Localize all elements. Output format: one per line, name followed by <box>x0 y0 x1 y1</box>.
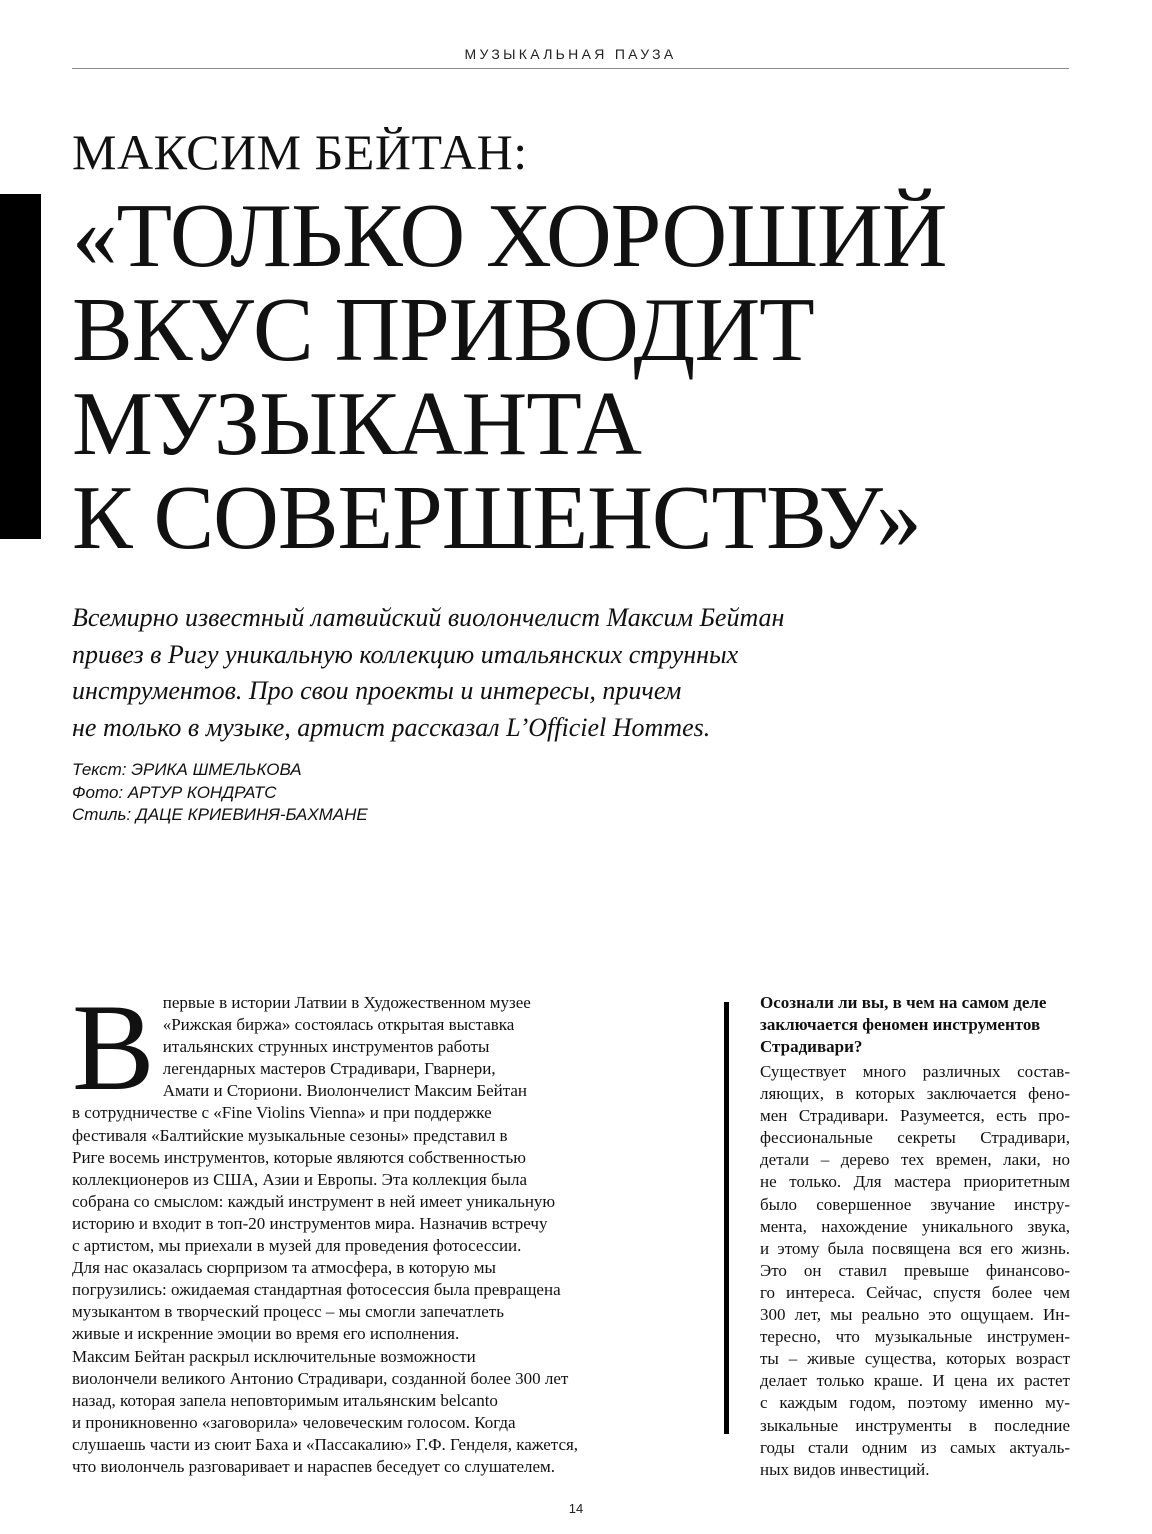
body-line: и проникновенно «заговорила» человеческим голосом. Когда <box>72 1412 516 1432</box>
answer-line: Существует много различных состав- <box>760 1062 1070 1081</box>
article-body <box>72 979 632 1478</box>
answer-line: детали – дерево тех времен, лаки, но <box>760 1150 1070 1170</box>
credit-photo: Фото: АРТУР КОНДРАТС <box>72 782 277 802</box>
body-line: «Рижская биржа» состоялась открытая выставка <box>162 1015 515 1035</box>
interview-side-rule <box>724 1002 729 1434</box>
body-line: коллекционеров из США, Азии и Европы. Эта коллекция была <box>72 1169 528 1189</box>
headline-line: ВКУС ПРИВОДИТ <box>72 279 814 380</box>
answer-line: зыкальные инструменты в последние <box>760 1415 1070 1435</box>
body-line: фестиваля «Балтийские музыкальные сезоны» представил в <box>72 1125 508 1145</box>
page-number: 14 <box>568 1501 584 1516</box>
interview-answer <box>760 1061 1070 1481</box>
body-line: Максим Бейтан раскрыл исключительные возможности <box>72 1346 476 1366</box>
lead-line: привез в Ригу уникальную коллекцию итальянских струнных <box>72 639 739 669</box>
body-line: историю и входит в топ-20 инструментов мира. Назначив встречу <box>72 1213 548 1233</box>
body-line: виолончели великого Антонио Страдивари, созданной более 300 лет <box>72 1368 569 1388</box>
drop-cap: В <box>72 979 155 1116</box>
section-label: МУЗЫКАЛЬНАЯ ПАУЗА <box>464 46 677 62</box>
headline <box>72 185 947 568</box>
question-line: заключается феномен инструментов <box>760 1015 1041 1034</box>
answer-line: 300 лет, мы реально это ощущаем. Ин- <box>760 1305 1070 1325</box>
answer-line: ляющих, в которых заключается фено- <box>760 1084 1070 1104</box>
body-line: музыкантом в творческий процесс – мы смогли запечатлеть <box>72 1302 504 1322</box>
credits <box>72 759 368 827</box>
side-accent-bar <box>0 194 41 539</box>
headline-line: «ТОЛЬКО ХОРОШИЙ <box>72 185 947 286</box>
answer-line: делает только краше. И цена их растет <box>760 1371 1070 1391</box>
question-line: Осознали ли вы, в чем на самом деле <box>760 993 1047 1012</box>
body-line: слушаешь части из сюит Баха и «Пассакалию» Г.Ф. Генделя, кажется, <box>72 1434 579 1454</box>
lead-paragraph <box>72 600 952 746</box>
body-line: погрузились: ожидаемая стандартная фотосессия была превращена <box>72 1280 561 1300</box>
answer-line: с каждым годом, поэтому именно му- <box>760 1393 1070 1413</box>
body-line: собрана со смыслом: каждый инструмент в ней имеет уникальную <box>72 1191 556 1211</box>
lead-line: Всемирно известный латвийский виолончелист Максим Бейтан <box>72 603 785 632</box>
answer-line: мен Страдивари. Разумеется, есть про- <box>760 1106 1070 1126</box>
headline-line: МУЗЫКАНТА <box>72 373 641 474</box>
headline-line: К СОВЕРШЕНСТВУ» <box>72 467 921 568</box>
body-line: итальянских струнных инструментов работы <box>162 1037 490 1057</box>
body-line: Риге восемь инструментов, которые являются собственностью <box>72 1147 526 1167</box>
body-line: живые и искренние эмоции во время его исполнения. <box>72 1324 460 1344</box>
answer-line: мента, нахождение уникального звука, <box>760 1216 1070 1236</box>
answer-line: го интереса. Сейчас, спустя более чем <box>760 1282 1070 1302</box>
body-line: что виолончель разговаривает и нараспев беседует со слушателем. <box>72 1456 556 1476</box>
header-divider <box>72 68 1069 69</box>
answer-line: ных видов инвестиций. <box>760 1459 930 1479</box>
body-line: легендарных мастеров Страдивари, Гварнери, <box>162 1059 496 1079</box>
lead-line: не только в музыке, артист рассказал L’Officiel Hommes. <box>72 712 711 742</box>
answer-line: не только. Для мастера приоритетным <box>760 1172 1070 1192</box>
answer-line: фессиональные секреты Страдивари, <box>760 1128 1070 1148</box>
credit-style: Стиль: ДАЦЕ КРИЕВИНЯ-БАХМАНЕ <box>72 805 368 824</box>
body-line: Амати и Сториони. Виолончелист Максим Бейтан <box>162 1081 528 1101</box>
body-line: в сотрудничестве с «Fine Violins Vienna» и при поддержке <box>72 1103 492 1123</box>
answer-line: ты – живые существа, которых возраст <box>760 1349 1070 1369</box>
interview-question <box>760 992 1070 1058</box>
answer-line: было совершенное звучание инстру- <box>760 1194 1070 1214</box>
answer-line: Это он ставил превыше финансово- <box>760 1260 1070 1280</box>
body-line: назад, которая запела неповторимым итальянским belcanto <box>72 1390 498 1410</box>
question-line: Страдивари? <box>760 1037 863 1056</box>
headline-subtitle: МАКСИМ БЕЙТАН: <box>72 124 528 180</box>
body-line: с артистом, мы приехали в музей для проведения фотосессии. <box>72 1236 522 1256</box>
body-line: первые в истории Латвии в Художественном музее <box>162 993 531 1012</box>
body-line: Для нас оказалась сюрпризом та атмосфера, в которую мы <box>72 1258 496 1278</box>
answer-line: тересно, что музыкальные инструмен- <box>760 1327 1070 1347</box>
credit-text: Текст: ЭРИКА ШМЕЛЬКОВА <box>72 760 302 779</box>
lead-line: инструментов. Про свои проекты и интересы, причем <box>72 676 682 705</box>
answer-line: годы стали одним из самых актуаль- <box>760 1437 1070 1457</box>
answer-line: и этому была посвящена вся его жизнь. <box>760 1238 1070 1258</box>
